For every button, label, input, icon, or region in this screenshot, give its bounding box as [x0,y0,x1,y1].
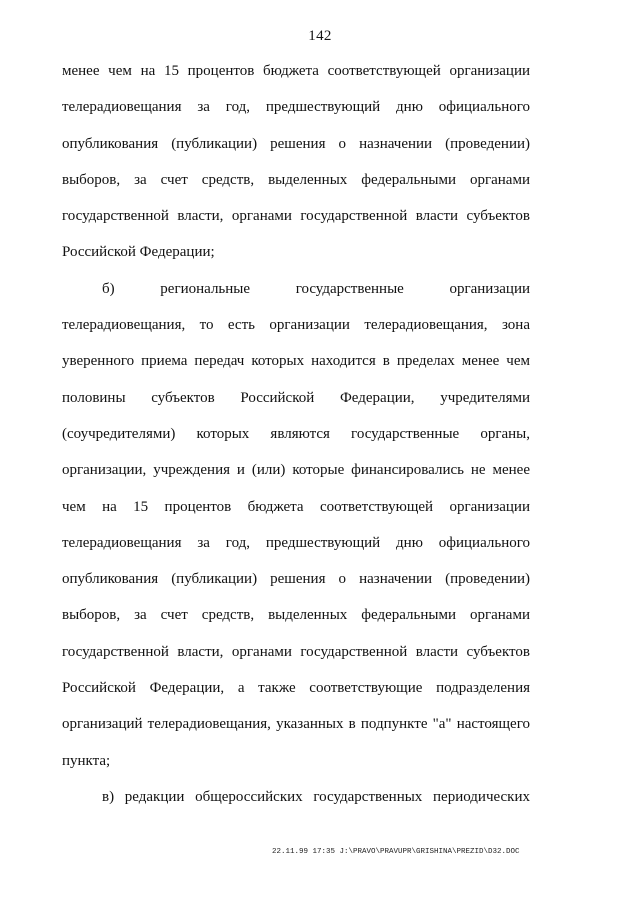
text-line: менее чем на 15 процентов бюджета соответствующей организации [62,63,530,79]
text-line: пункта; [62,752,111,769]
text-line: б) региональные государственные организации [102,280,530,297]
text-line: половины субъектов Российской Федерации, учредителями [62,389,530,406]
text-line: Российской Федерации, а также соответствующие подразделения [62,680,530,697]
text-line: чем на 15 процентов бюджета соответствующей организации [62,498,530,515]
text-line: телерадиовещания за год, предшествующий дню официального [62,99,530,116]
text-line: опубликования (публикации) решения о назначении (проведении) [62,571,530,588]
page-number: 142 [308,28,332,44]
text-line: выборов, за счет средств, выделенных федеральными органами [62,171,530,188]
text-line: опубликования (публикации) решения о назначении (проведении) [62,135,530,152]
text-line: государственной власти, органами государственной власти субъектов [62,643,530,660]
text-line: (соучредителями) которых являются государственные органы, [62,425,530,442]
text-line: выборов, за счет средств, выделенных федеральными органами [62,607,530,624]
text-line: Российской Федерации; [62,244,215,261]
text-line: телерадиовещания за год, предшествующий дню официального [62,534,530,551]
text-line: организаций телерадиовещания, указанных в подпункте "а" настоящего [62,716,530,733]
text-line: в) редакции общероссийских государственных периодических [102,788,530,805]
text-line: телерадиовещания, то есть организации телерадиовещания, зона [62,317,530,334]
file-path-footer: 22.11.99 17:35 J:\PRAVO\PRAVUPR\GRISHINA\PREZID\D32.DOC [272,848,520,856]
text-line: государственной власти, органами государственной власти субъектов [62,208,530,225]
text-line: уверенного приема передач которых находится в пределах менее чем [62,353,530,370]
text-line: организации, учреждения и (или) которые финансировались не менее [62,462,530,479]
body-text [62,53,530,815]
